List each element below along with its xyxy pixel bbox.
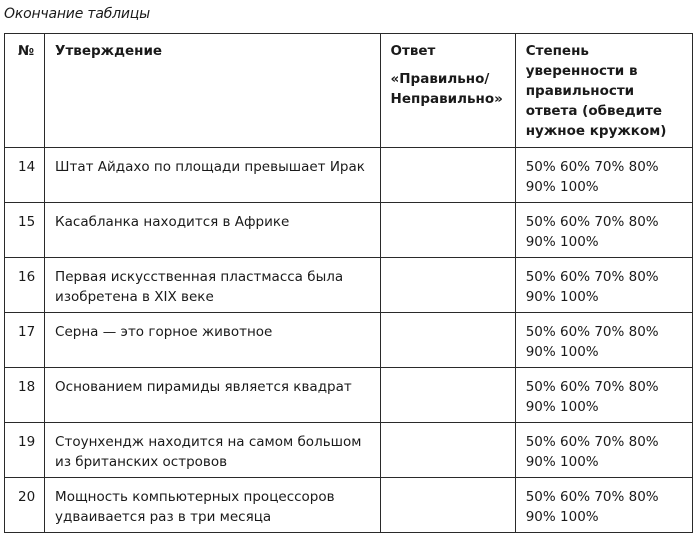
row-number: 17 [5,313,45,368]
row-statement: Стоунхендж находится на самом большом из британских островов [45,423,380,478]
row-number: 14 [5,148,45,203]
table-row [5,148,693,203]
header-answer [380,34,515,148]
row-statement: Первая искусственная пластмасса была изобретена в XIX веке [45,258,380,313]
table-row [5,313,693,368]
header-number: № [5,34,45,148]
row-answer-cell[interactable] [380,368,515,423]
row-number: 20 [5,478,45,533]
header-answer-title: Ответ [390,43,436,59]
table-header-row [5,34,693,148]
row-answer-cell[interactable] [380,148,515,203]
row-answer-cell[interactable] [380,258,515,313]
row-confidence-options[interactable]: 50% 60% 70% 80% 90% 100% [515,258,692,313]
table-caption: Окончание таблицы [4,6,150,22]
row-statement: Основанием пирамиды является квадрат [45,368,380,423]
row-confidence-options[interactable]: 50% 60% 70% 80% 90% 100% [515,203,692,258]
row-confidence-options[interactable]: 50% 60% 70% 80% 90% 100% [515,148,692,203]
row-answer-cell[interactable] [380,203,515,258]
table-row [5,478,693,533]
row-number: 19 [5,423,45,478]
row-confidence-options[interactable]: 50% 60% 70% 80% 90% 100% [515,423,692,478]
table-row [5,368,693,423]
row-confidence-options[interactable]: 50% 60% 70% 80% 90% 100% [515,313,692,368]
row-answer-cell[interactable] [380,478,515,533]
row-number: 15 [5,203,45,258]
table-row [5,203,693,258]
row-number: 16 [5,258,45,313]
header-statement: Утверждение [45,34,380,148]
row-number: 18 [5,368,45,423]
row-statement: Штат Айдахо по площади превышает Ирак [45,148,380,203]
row-answer-cell[interactable] [380,313,515,368]
row-answer-cell[interactable] [380,423,515,478]
row-statement: Мощность компьютерных процессоров удваивается раз в три месяца [45,478,380,533]
row-confidence-options[interactable]: 50% 60% 70% 80% 90% 100% [515,368,692,423]
header-confidence: Степень уверенности в правильности ответа (обведите нужное кружком) [515,34,692,148]
table-row [5,258,693,313]
row-confidence-options[interactable]: 50% 60% 70% 80% 90% 100% [515,478,692,533]
row-statement: Серна — это горное животное [45,313,380,368]
table-row [5,423,693,478]
row-statement: Касабланка находится в Африке [45,203,380,258]
quiz-table [4,33,693,533]
header-answer-options: «Правильно/ Неправильно» [390,71,503,107]
